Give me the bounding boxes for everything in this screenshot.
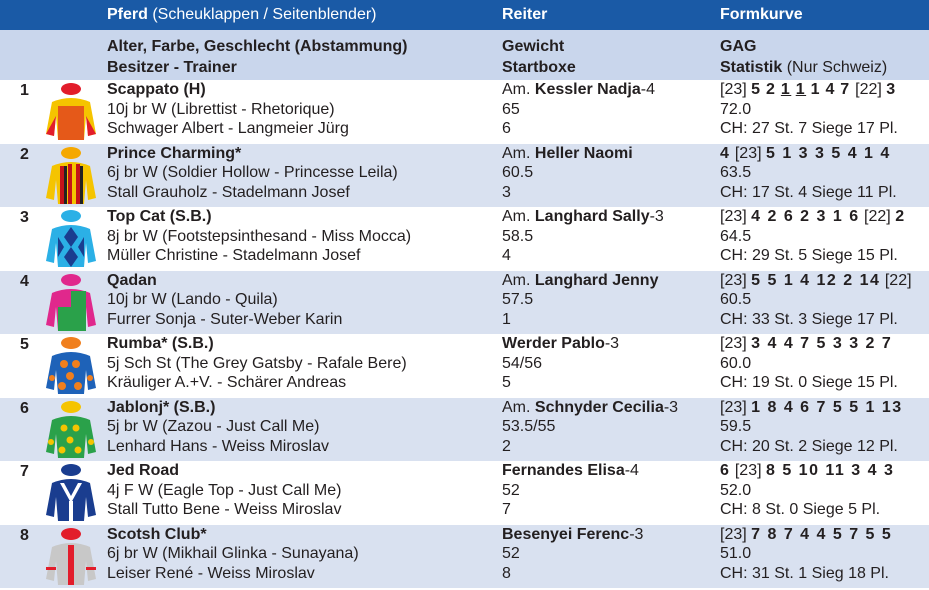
statistics: CH: 19 St. 0 Siege 15 Pl. [720, 374, 898, 391]
form-segment: [23] [720, 525, 752, 543]
runner-number: 7 [20, 463, 29, 480]
gag-rating: 72.0 [720, 100, 752, 118]
subheader-gag: GAG [720, 38, 757, 55]
jockey-silk-icon [44, 273, 98, 333]
rider-allowance: -3 [663, 398, 679, 416]
owner-trainer: Lenhard Hans - Weiss Miroslav [107, 437, 330, 455]
owner-trainer: Leiser René - Weiss Miroslav [107, 564, 315, 582]
horse-details: 10j br W (Lando - Quila) [107, 291, 278, 308]
horse-details: 6j br W (Soldier Hollow - Princesse Leila) [107, 164, 398, 181]
startbox: 1 [502, 310, 511, 328]
horse-details: 5j br W (Zazou - Just Call Me) [107, 418, 320, 435]
form-segment: [23] [720, 271, 752, 289]
weight: 65 [502, 100, 520, 118]
statistics: CH: 29 St. 5 Siege 15 Pl. [720, 247, 898, 264]
rider-amateur-prefix: Am. [502, 271, 535, 289]
form-segment: [22] [850, 81, 887, 98]
rider [502, 80, 655, 100]
statistics: CH: 8 St. 0 Siege 5 Pl. [720, 501, 881, 518]
weight: 57.5 [502, 291, 534, 308]
horse-name: Scappato (H) [107, 81, 206, 98]
startbox: 8 [502, 564, 511, 582]
jockey-silk-icon [44, 336, 98, 396]
rider-name: Kessler Nadja [534, 81, 641, 98]
form-curve [720, 334, 892, 354]
statistics: CH: 31 St. 1 Sieg 18 Pl. [720, 564, 889, 582]
gag-rating: 63.5 [720, 164, 752, 181]
form-segment: 7 8 7 4 4 5 7 5 5 [751, 525, 893, 543]
runner-number: 5 [20, 336, 29, 353]
runner-row [0, 398, 929, 462]
statistics: CH: 17 St. 4 Siege 11 Pl. [720, 183, 897, 201]
rider [502, 525, 643, 545]
statistics: CH: 27 St. 7 Siege 17 Pl. [720, 120, 898, 137]
form-curve [720, 80, 897, 100]
form-segment: [22] [880, 271, 912, 289]
subheader-statistik: Statistik (Nur Schweiz) [720, 59, 888, 76]
runner-row [0, 207, 929, 271]
col-header-pferd: Pferd (Scheuklappen / Seitenblender) [107, 6, 377, 23]
rider [502, 461, 639, 481]
rider-name: Langhard Sally [534, 208, 650, 225]
startbox: 3 [502, 183, 511, 201]
rider [502, 398, 678, 418]
gag-rating: 52.0 [720, 481, 752, 499]
horse-name: Scotsh Club* [107, 525, 207, 543]
owner-trainer: Stall Grauholz - Stadelmann Josef [107, 183, 350, 201]
form-segment: [23] [730, 144, 766, 162]
runner-number: 8 [20, 526, 29, 544]
owner-trainer: Müller Christine - Stadelmann Josef [107, 247, 361, 264]
form-curve [720, 207, 906, 227]
rider-name: Werder Pablo [502, 335, 605, 352]
statistics: CH: 20 St. 2 Siege 12 Pl. [720, 437, 898, 455]
form-segment: 3 4 4 7 5 3 3 2 7 [751, 335, 893, 352]
form-segment: 5 5 1 4 12 2 14 [751, 271, 881, 289]
weight: 52 [502, 481, 520, 499]
runner-number: 4 [20, 272, 29, 290]
runner-number: 1 [20, 82, 29, 99]
jockey-silk-icon [44, 209, 98, 269]
rider-allowance: -3 [649, 208, 664, 225]
form-segment: [23] [720, 81, 752, 98]
jockey-silk-icon [44, 146, 98, 206]
runner-row [0, 144, 929, 208]
gag-rating: 60.5 [720, 291, 752, 308]
horse-name: Prince Charming* [107, 144, 242, 162]
rider-name: Langhard Jenny [534, 271, 659, 289]
rider-name: Schnyder Cecilia [534, 398, 664, 416]
horse-name: Qadan [107, 271, 157, 289]
owner-trainer: Furrer Sonja - Suter-Weber Karin [107, 310, 343, 328]
form-segment: 1 8 4 6 7 5 5 1 13 [751, 398, 903, 416]
form-segment: 4 [825, 81, 836, 98]
form-segment: [23] [720, 398, 752, 416]
form-segment: 1 [810, 81, 821, 98]
col-header-reiter: Reiter [502, 6, 548, 23]
weight: 52 [502, 545, 520, 562]
form-segment: 8 5 10 11 3 4 3 [765, 462, 895, 479]
col-header-formkurve: Formkurve [720, 6, 803, 23]
runner-row [0, 271, 929, 335]
runner-row [0, 461, 929, 525]
statistics: CH: 33 St. 3 Siege 17 Pl. [720, 310, 898, 328]
startbox: 5 [502, 374, 511, 391]
startbox: 4 [502, 247, 511, 264]
rider-name: Besenyei Ferenc [502, 525, 630, 543]
runner-row [0, 334, 929, 398]
horse-details: 8j br W (Footstepsinthesand - Miss Mocca) [107, 227, 412, 245]
weight: 53.5/55 [502, 418, 556, 435]
runner-number: 3 [20, 209, 29, 226]
runner-number: 2 [20, 145, 29, 163]
weight: 60.5 [502, 164, 534, 181]
form-segment: 6 [720, 462, 731, 479]
header-row [0, 0, 929, 30]
form-segment: 1 [795, 81, 807, 98]
form-segment: 5 1 3 3 5 4 1 4 [765, 144, 891, 162]
form-curve [720, 271, 912, 291]
subheader-age-color-sex: Alter, Farbe, Geschlecht (Abstammung) [107, 38, 408, 55]
form-segment: 7 [840, 81, 851, 98]
subheader-row [0, 30, 929, 80]
rider-amateur-prefix: Am. [502, 398, 535, 416]
startbox: 2 [502, 437, 511, 455]
form-segment: 2 [766, 81, 777, 98]
form-curve [720, 461, 894, 481]
jockey-silk-icon [44, 527, 98, 587]
jockey-silk-icon [44, 463, 98, 523]
form-segment: 4 2 6 2 3 1 6 [751, 208, 860, 225]
form-curve [720, 398, 903, 418]
form-segment: 1 [780, 81, 792, 98]
gag-rating: 59.5 [720, 418, 752, 435]
subheader-startbox: Startboxe [502, 59, 576, 76]
owner-trainer: Kräuliger A.+V. - Schärer Andreas [107, 374, 347, 391]
rider [502, 207, 664, 227]
rider [502, 144, 633, 164]
form-segment: [23] [720, 335, 752, 352]
startbox: 6 [502, 120, 511, 137]
subheader-owner-trainer: Besitzer - Trainer [107, 59, 237, 76]
horse-name: Top Cat (S.B.) [107, 208, 212, 225]
gag-rating: 64.5 [720, 227, 752, 245]
runner-row [0, 525, 929, 589]
horse-name: Jed Road [107, 462, 180, 479]
form-curve [720, 144, 891, 164]
horse-details: 10j br W (Librettist - Rhetorique) [107, 100, 335, 118]
horse-name: Jablonj* (S.B.) [107, 398, 216, 416]
runner-row [0, 80, 929, 144]
form-segment: [23] [720, 208, 752, 225]
rider-allowance: -3 [604, 335, 620, 352]
form-segment: [22] [859, 208, 896, 225]
rider-allowance: -3 [629, 525, 644, 543]
rider-amateur-prefix: Am. [502, 144, 535, 162]
owner-trainer: Stall Tutto Bene - Weiss Miroslav [107, 501, 342, 518]
weight: 54/56 [502, 354, 543, 372]
weight: 58.5 [502, 227, 534, 245]
rider-name: Fernandes Elisa [502, 462, 625, 479]
gag-rating: 51.0 [720, 545, 752, 562]
horse-name: Rumba* (S.B.) [107, 335, 214, 352]
jockey-silk-icon [44, 400, 98, 460]
form-segment: 2 [895, 208, 906, 225]
form-segment: 3 [886, 81, 897, 98]
rider-amateur-prefix: Am. [502, 208, 535, 225]
rider-allowance: -4 [640, 81, 655, 98]
horse-details: 4j F W (Eagle Top - Just Call Me) [107, 481, 342, 499]
rider-name: Heller Naomi [534, 144, 633, 162]
rider [502, 334, 619, 354]
rider-allowance: -4 [624, 462, 639, 479]
gag-rating: 60.0 [720, 354, 752, 372]
jockey-silk-icon [44, 82, 98, 142]
subheader-weight: Gewicht [502, 38, 565, 55]
form-segment: [23] [730, 462, 766, 479]
horse-details: 5j Sch St (The Grey Gatsby - Rafale Bere) [107, 354, 407, 372]
form-segment: 5 [751, 81, 762, 98]
form-curve [720, 525, 892, 545]
owner-trainer: Schwager Albert - Langmeier Jürg [107, 120, 349, 137]
startbox: 7 [502, 501, 511, 518]
runner-number: 6 [20, 399, 29, 417]
rider [502, 271, 658, 291]
rider-amateur-prefix: Am. [502, 81, 535, 98]
horse-details: 6j br W (Mikhail Glinka - Sunayana) [107, 545, 359, 562]
form-segment: 4 [720, 144, 731, 162]
